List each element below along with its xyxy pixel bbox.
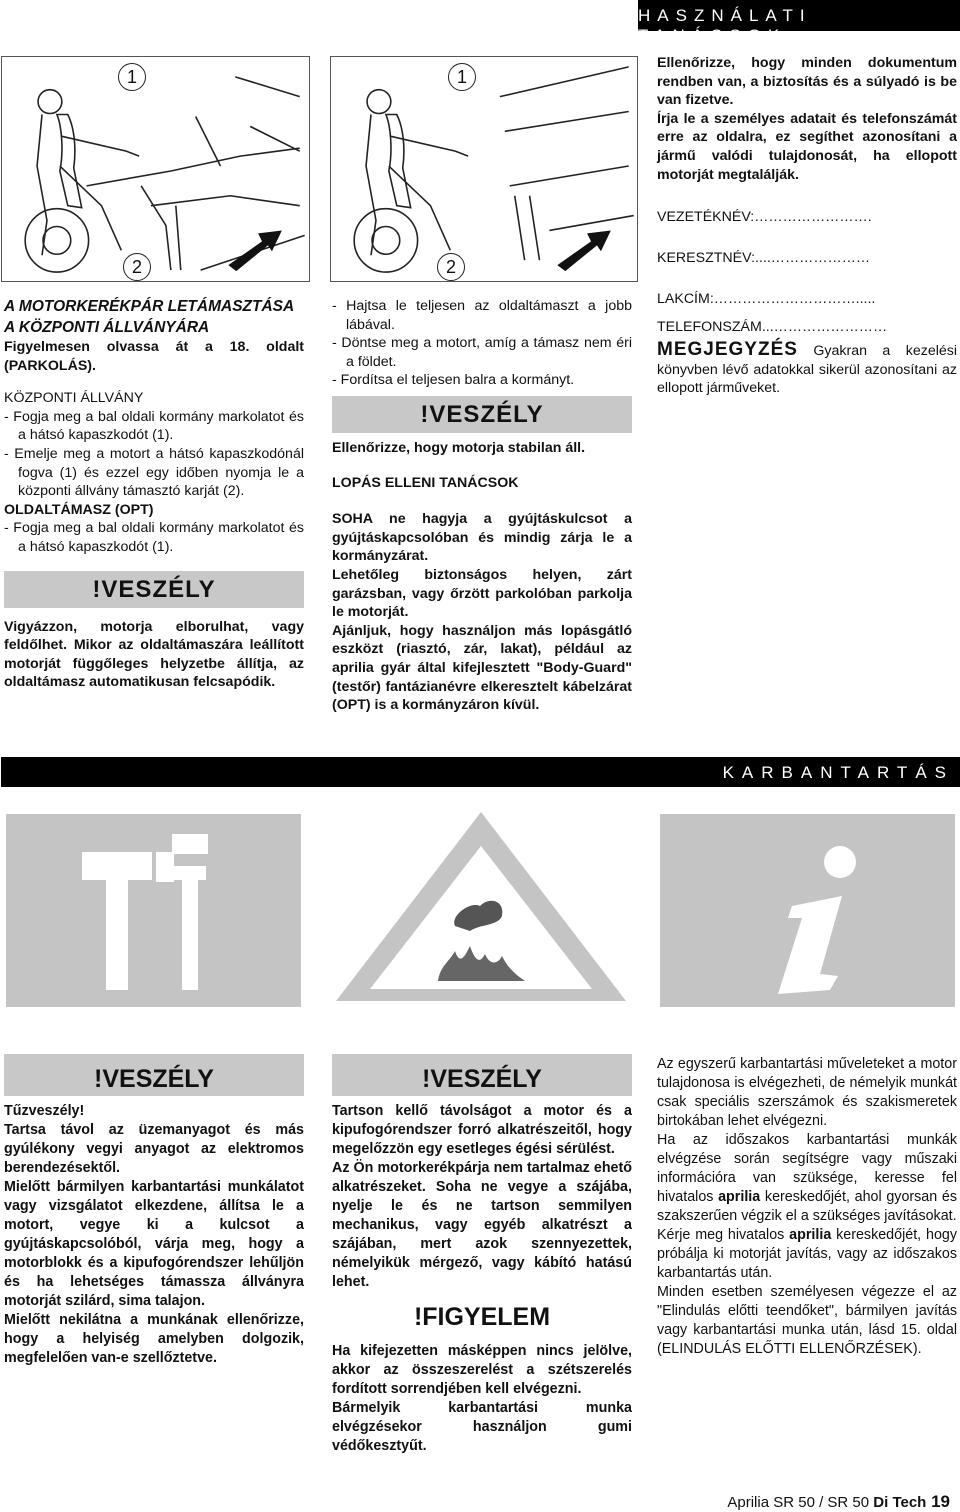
callout-2-label: 2 [445, 257, 456, 277]
page-number: 19 [926, 1492, 950, 1511]
paragraph: Tartson kellő távolságot a motor és a kipufogórendszer forró alkatrészeitől, hogy megelőzzön egy esetleges égési sérülést. [332, 1103, 632, 1157]
column-3 [657, 54, 957, 398]
footer-model: SR 50 / SR 50 [769, 1494, 874, 1511]
subheading-central-stand: KÖZPONTI ÁLLVÁNY [4, 390, 144, 407]
paragraph: Kérje meg hivatalos aprilia kereskedőjét, hogy próbálja ki motorját javítás, vagy az időszakos karbantartás után. [657, 1227, 958, 1281]
callout-1-label: 1 [456, 67, 467, 87]
page-footer [727, 1492, 950, 1512]
wrench-hammer-icon [6, 814, 301, 1007]
danger-text: Vigyázzon, motorja elborulhat, vagy feldőlhet. Mikor az oldaltámaszára leállított motorját függőleges helyzetbe állítja, az oldaltámasz automatikusan felcsapódik. [4, 618, 304, 691]
list-item: - Fordítsa el teljesen balra a kormányt. [332, 372, 575, 389]
tools-sign [6, 814, 301, 1007]
footer-brand: Aprilia [727, 1494, 770, 1511]
header-bar [638, 0, 960, 45]
brand-name: aprilia [789, 1227, 832, 1243]
note-text: Gyakran a kezelési könyvben lévő adatokkal sikerül azonosítani az ellopott járműveket. [657, 343, 957, 397]
paragraph: Az egyszerű karbantartási műveleteket a motor tulajdonosa is elvégezheti, de némelyik munkát csak speciális szerszámok és szakismeretek birtokában lehet elvégezni. [657, 1056, 957, 1129]
info-icon [660, 814, 955, 1007]
paragraph: SOHA ne hagyja a gyújtáskulcsot a gyújtáskapcsolóban és mindig zárja le a kormányzárat. [332, 511, 632, 565]
callout-1-circle [118, 63, 146, 91]
paragraph: Mielőtt nekilátna a munkának ellenőrizze, hogy a helyiség amelyben dolgozik, megfelelően van-e szellőztetve. [4, 1312, 304, 1366]
paragraph: Minden esetben személyesen végezze el az "Elindulás előtti teendőket", bármilyen javítás vagy karbantartási munka után, lásd 15. oldal (ELINDULÁS ELŐTTI ELLENŐRZÉSEK). [657, 1284, 957, 1357]
callout-2-circle [437, 253, 465, 281]
section-title: KARBANTARTÁS [722, 763, 954, 782]
centre-stand-illustration [2, 57, 309, 281]
bottom-column-3 [657, 1055, 957, 1359]
header-title: HASZNÁLATI TANÁCSOK [638, 6, 812, 45]
paragraph: Bármelyik karbantartási munka elvégzésekor használjon gumi védőkesztyűt. [332, 1400, 632, 1454]
callout-2-circle [123, 253, 151, 281]
paragraph: Lehetőleg biztonságos helyen, zárt garázsban, vagy őrzött parkolóban parkolja le motorját. [332, 566, 632, 621]
phone-field: TELEFONSZÁM...…………………… [657, 319, 888, 336]
bottom-column-2 [332, 1054, 632, 1456]
danger-banner: !VESZÉLY [332, 396, 632, 433]
list-item: - Fogja meg a bal oldali kormány markolatot és a hátsó kapaszkodót (1). [4, 408, 304, 444]
list-item: - Döntse meg a motort, amíg a támasz nem éri a földet. [332, 335, 632, 370]
paragraph: Ellenőrizze, hogy minden dokumentum rendben van, a biztosítás és a súlyadó is be van fizetve. [657, 55, 957, 109]
list-item: - Hajtsa le teljesen az oldaltámaszt a jobb lábával. [332, 298, 632, 333]
brand-name: aprilia [718, 1189, 761, 1205]
subheading-side-stand: OLDALTÁMASZ (OPT) [4, 501, 154, 518]
callout-1-label: 1 [126, 67, 137, 87]
list-item: - Emelje meg a motort a hátsó kapaszkodónál fogva (1) és ezzel egy időben nyomja le a központi állvány támasztó karját (2). [4, 445, 304, 500]
danger-banner: !VESZÉLY [4, 1054, 304, 1096]
column-2 [332, 297, 632, 715]
note-paragraph [657, 341, 957, 398]
figure-centre-stand [1, 56, 310, 282]
callout-1-circle [448, 63, 476, 91]
paragraph: Az Ön motorkerékpárja nem tartalmaz ehető alkatrészeket. Soha ne vegye a szájába, nyelje le és ne tartson semmilyen mechanikus, vagy egyéb alkatrészt a szájában, mert azok szennyezettek, némelyikük mérgező, vagy kábító hatású lehet. [332, 1160, 632, 1290]
fire-warning-icon [330, 806, 632, 1006]
paragraph: Ha kifejezetten másképpen nincs jelölve, akkor az összeszerelést a szétszerelés fordított sorrendjében kell elvégezni. [332, 1343, 632, 1397]
fire-warning-title: Tűzveszély! [4, 1103, 85, 1119]
side-stand-illustration [331, 57, 637, 281]
callout-2-label: 2 [131, 257, 142, 277]
section-heading: A MOTORKERÉKPÁR LETÁMASZTÁSA A KÖZPONTI ÁLLVÁNYÁRA [4, 298, 294, 336]
paragraph: Mielőtt bármilyen karbantartási munkálatot vagy vizsgálatot elkezdene, állítsa le a motort, vegye ki a kulcsot a gyújtáskapcsolóból, várja meg, hogy a motorblokk és a kipufogórendszer lehűljön és ha lehetséges támassza állványra motorját szilárd, sima talajon. [4, 1179, 304, 1309]
address-field: LAKCÍM:…………………………..... [657, 291, 876, 308]
danger-banner: !VESZÉLY [4, 571, 304, 608]
info-sign [660, 814, 955, 1007]
paragraph: Ha az időszakos karbantartási munkák elvégzése során segítségre vagy műszaki információra van szüksége, keresse fel hivatalos aprilia kereskedőjét, ahol gyorsan és szakszerűen végzik el a szükséges javításokat. [657, 1132, 957, 1224]
bottom-column-1 [4, 1054, 304, 1368]
danger-banner: !VESZÉLY [332, 1054, 632, 1096]
figure-side-stand [330, 56, 638, 282]
warning-triangle [330, 806, 632, 1006]
intro-text: Figyelmesen olvassa át a 18. oldalt (PARKOLÁS). [4, 339, 304, 374]
danger-text: Ellenőrizze, hogy motorja stabilan áll. [332, 439, 586, 456]
note-label: MEGJEGYZÉS [657, 339, 798, 361]
paragraph: Tartsa távol az üzemanyagot és más gyúlékony vegyi anyagot az elektromos berendezésektől. [4, 1122, 304, 1176]
paragraph: Írja le a személyes adatait és telefonszámát erre az oldalra, ez segíthet azonosítani a jármű valódi tulajdonosát, ha ellopott motorját megtalálják. [657, 110, 957, 183]
paragraph: Ajánljuk, hogy használjon más lopásgátló eszközt (riasztó, zár, lakat), például az aprilia gyár által kifejlesztett "Body-Guard" (testőr) fantázianévre elkeresztelt kábelzárat (OPT) is a kormányzáron kívül. [332, 622, 632, 714]
attention-banner: !FIGYELEM [413, 1303, 551, 1331]
firstname-field: KERESZTNÉV:....………………… [657, 250, 871, 267]
section-bar [1, 757, 960, 787]
column-1 [4, 296, 304, 692]
list-item: - Fogja meg a bal oldali kormány markolatot és a hátsó kapaszkodót (1). [4, 520, 304, 555]
subheading-theft: LOPÁS ELLENI TANÁCSOK [332, 474, 519, 491]
surname-field: VEZETÉKNÉV:……………………. [657, 209, 872, 226]
footer-ditech: Di Tech [873, 1494, 927, 1511]
